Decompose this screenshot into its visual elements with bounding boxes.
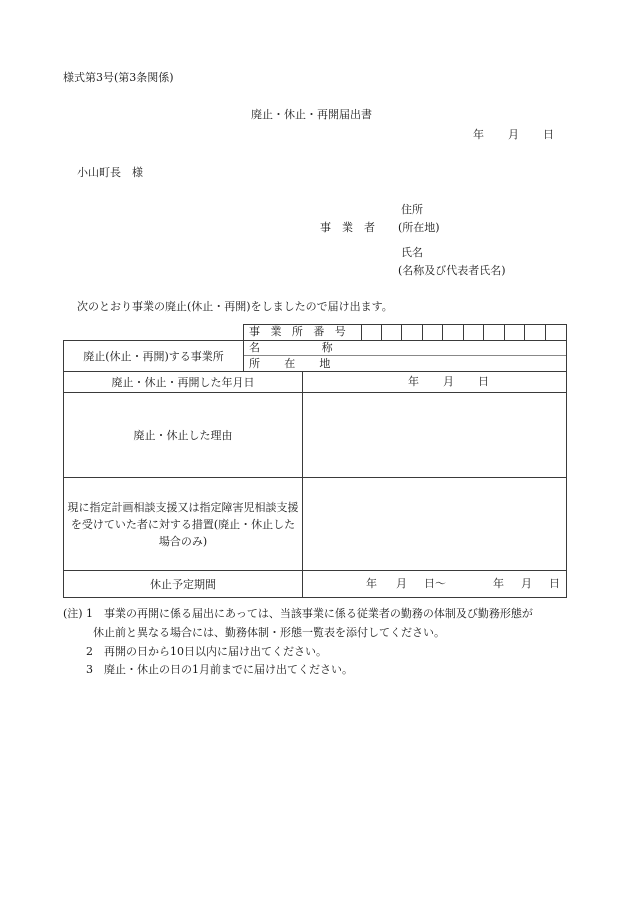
note-1-line-2: 休止前と異なる場合には、勤務体制・形態一覧表を添付してください。	[93, 626, 445, 639]
period-start-day[interactable]: 日～	[424, 577, 446, 590]
office-number-digit-3[interactable]	[402, 325, 422, 340]
office-name-label: 名称	[249, 341, 395, 354]
note-3-number: 3	[86, 663, 93, 676]
office-number-digit-6[interactable]	[464, 325, 483, 340]
applicant-role: 事 業 者	[320, 221, 375, 234]
office-name-field[interactable]	[370, 341, 565, 355]
note-1-number: 1	[86, 607, 93, 620]
measures-label: 現に指定計画相談支援又は指定障害児相談支援を受けていた者に対する措置(廃止・休止した場合のみ)	[67, 500, 299, 548]
office-location-label: 所在地	[249, 357, 355, 370]
page-title: 廃止・休止・再開届出書	[251, 108, 372, 121]
office-label: 廃止(休止・再開)する事業所	[83, 349, 224, 363]
date-label: 廃止・休止・再開した年月日	[111, 375, 255, 389]
note-3-text: 廃止・休止の日の1月前までに届け出てください。	[104, 663, 353, 676]
office-number-digit-8[interactable]	[505, 325, 524, 340]
address-label: 住所	[401, 203, 423, 216]
office-number-digit-4[interactable]	[423, 325, 442, 340]
reason-field[interactable]	[303, 393, 566, 477]
date-month[interactable]: 月	[508, 128, 519, 141]
note-2-number: 2	[86, 645, 93, 658]
period-label: 休止予定期間	[150, 577, 216, 591]
note-2-text: 再開の日から10日以内に届け出てください。	[104, 645, 327, 658]
date-day[interactable]: 日	[543, 128, 554, 141]
reason-label: 廃止・休止した理由	[133, 428, 233, 442]
office-number-digit-7[interactable]	[484, 325, 504, 340]
changed-date-year[interactable]: 年	[408, 375, 419, 388]
period-start-month[interactable]: 月	[396, 577, 407, 590]
office-number-digit-1[interactable]	[362, 325, 381, 340]
note-1-line-1: 事業の再開に係る届出にあっては、当該事業に係る従業者の勤務の体制及び勤務形態が	[104, 607, 533, 620]
date-year[interactable]: 年	[473, 128, 484, 141]
office-number-digit-10[interactable]	[546, 325, 566, 340]
notes-prefix: (注)	[63, 607, 83, 620]
period-end-month[interactable]: 月	[521, 577, 532, 590]
office-location-field[interactable]	[370, 357, 565, 371]
period-start-year[interactable]: 年	[366, 577, 377, 590]
addressee: 小山町長 様	[77, 166, 143, 179]
changed-date-month[interactable]: 月	[443, 375, 454, 388]
address-sub-label: (所在地)	[398, 221, 440, 234]
office-number-digit-9[interactable]	[525, 325, 545, 340]
changed-date-day[interactable]: 日	[478, 375, 489, 388]
office-number-label: 事業所番号	[249, 325, 357, 338]
name-label: 氏名	[401, 246, 423, 259]
form-number: 様式第3号(第3条関係)	[63, 71, 174, 84]
intro-text: 次のとおり事業の廃止(休止・再開)をしましたので届け出ます。	[77, 300, 393, 313]
period-end-day[interactable]: 日	[549, 577, 560, 590]
office-number-digit-2[interactable]	[382, 325, 401, 340]
office-number-digit-5[interactable]	[443, 325, 463, 340]
name-sub-label: (名称及び代表者氏名)	[398, 264, 506, 277]
period-end-year[interactable]: 年	[493, 577, 504, 590]
measures-field[interactable]	[303, 478, 566, 570]
